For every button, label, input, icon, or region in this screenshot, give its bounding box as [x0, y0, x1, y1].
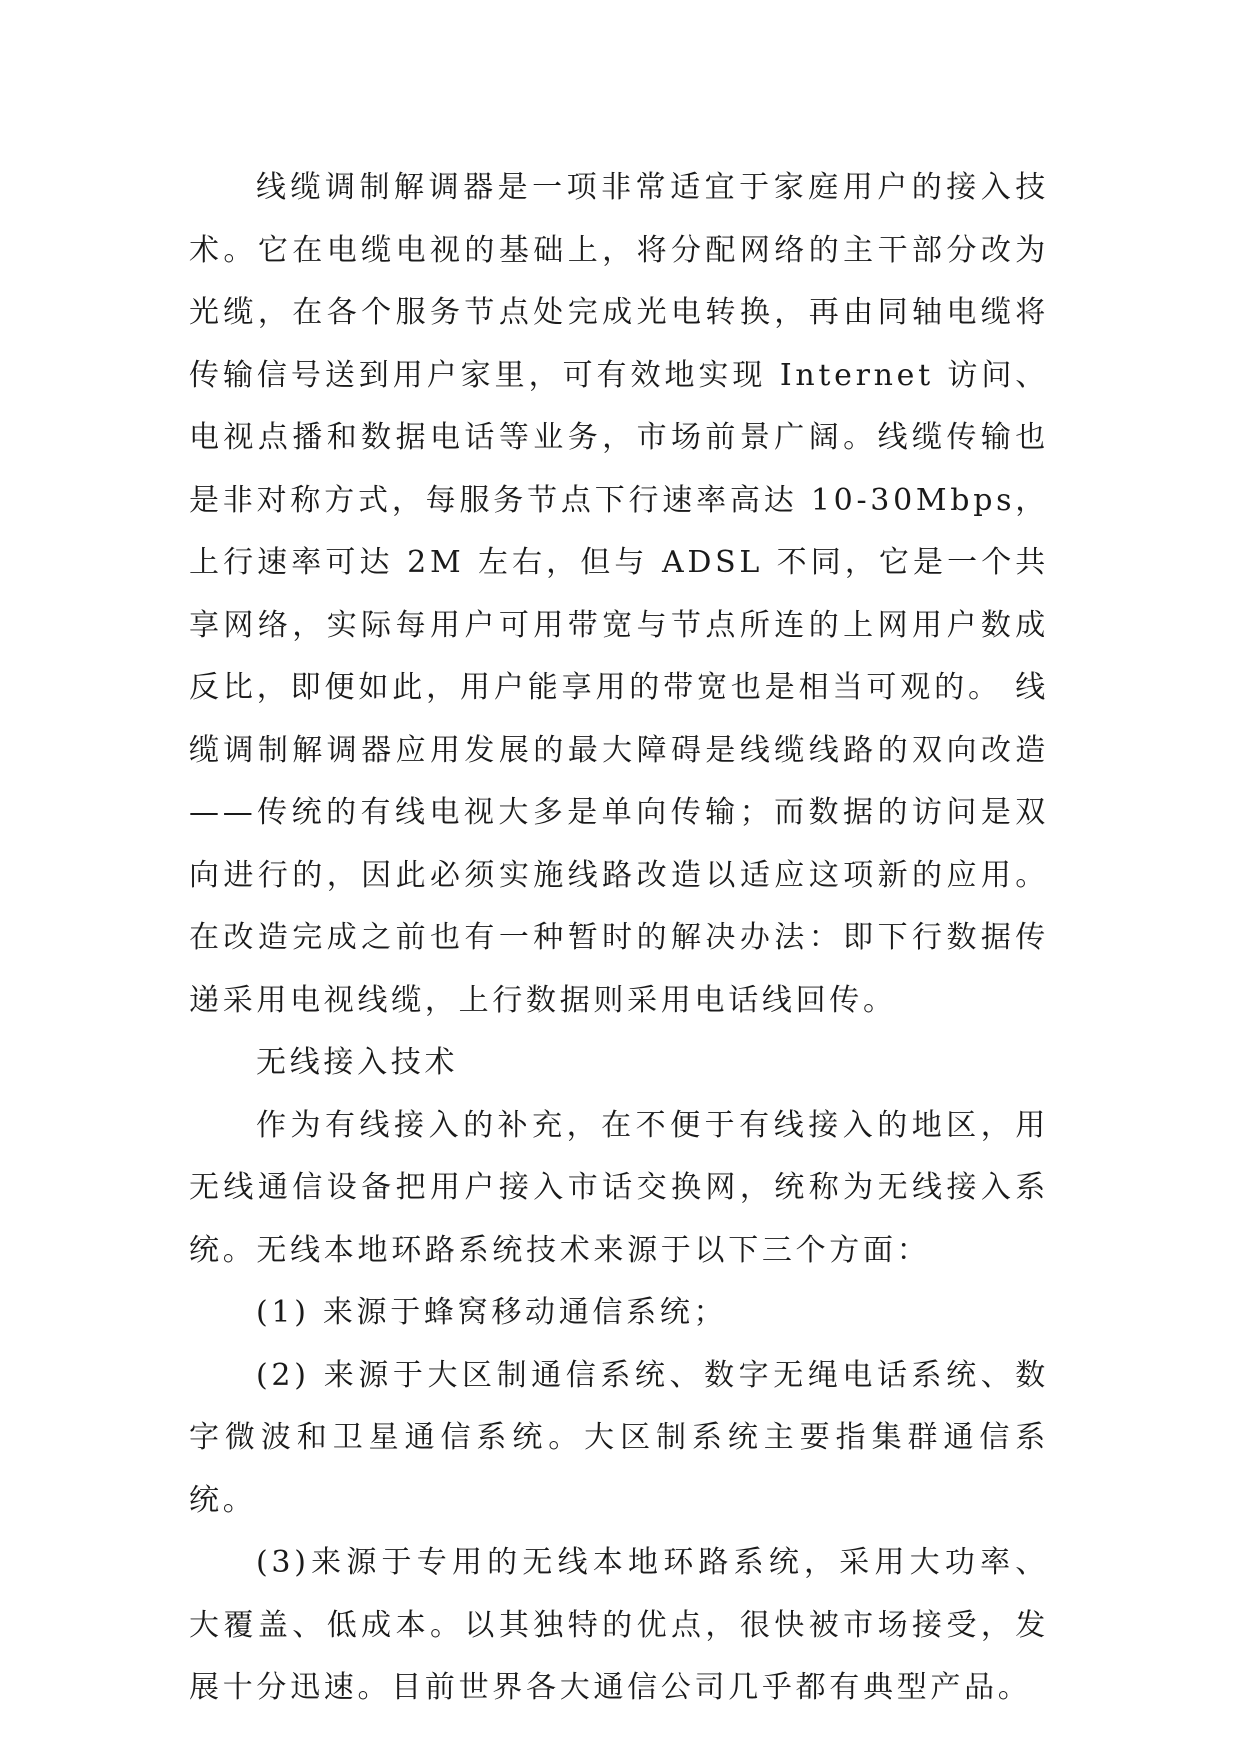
- list-item-3: (3)来源于专用的无线本地环路系统，采用大功率、大覆盖、低成本。以其独特的优点，很快被市场接受，发展十分迅速。目前世界各大通信公司几乎都有典型产品。: [189, 1545, 1049, 1705]
- paragraph-cable-modem: 线缆调制解调器是一项非常适宜于家庭用户的接入技术。它在电缆电视的基础上，将分配网络的主干部分改为光缆，在各个服务节点处完成光电转换，再由同轴电缆将传输信号送到用户家里，可有效地实现 Internet 访问、电视点播和数据电话等业务，市场前景广阔。线缆传输也是非对称方式，每服务节点下行速率高达 10-30Mbps，上行速率可达 2M 左右，但与 ADSL 不同，它是一个共享网络，实际每用户可用带宽与节点所连的上网用户数成反比，即便如此，用户能享用的带宽也是相当可观的。 线缆调制解调器应用发展的最大障碍是线缆线路的双向改造——传统的有线电视大多是单向传输；而数据的访问是双向进行的，因此必须实施线路改造以适应这项新的应用。在改造完成之前也有一种暂时的解决办法：即下行数据传递采用电视线缆，上行数据则采用电话线回传。: [189, 170, 1049, 1018]
- section-heading-wireless-access: 无线接入技术: [256, 1045, 459, 1080]
- document-body: [189, 157, 1049, 1720]
- list-item-1: (1) 来源于蜂窝移动通信系统；: [256, 1295, 728, 1330]
- paragraph-wireless-intro: 作为有线接入的补充，在不便于有线接入的地区，用无线通信设备把用户接入市话交换网，统称为无线接入系统。无线本地环路系统技术来源于以下三个方面：: [189, 1107, 1049, 1268]
- list-item-2: (2) 来源于大区制通信系统、数字无绳电话系统、数字微波和卫星通信系统。大区制系统主要指集群通信系统。: [189, 1357, 1049, 1518]
